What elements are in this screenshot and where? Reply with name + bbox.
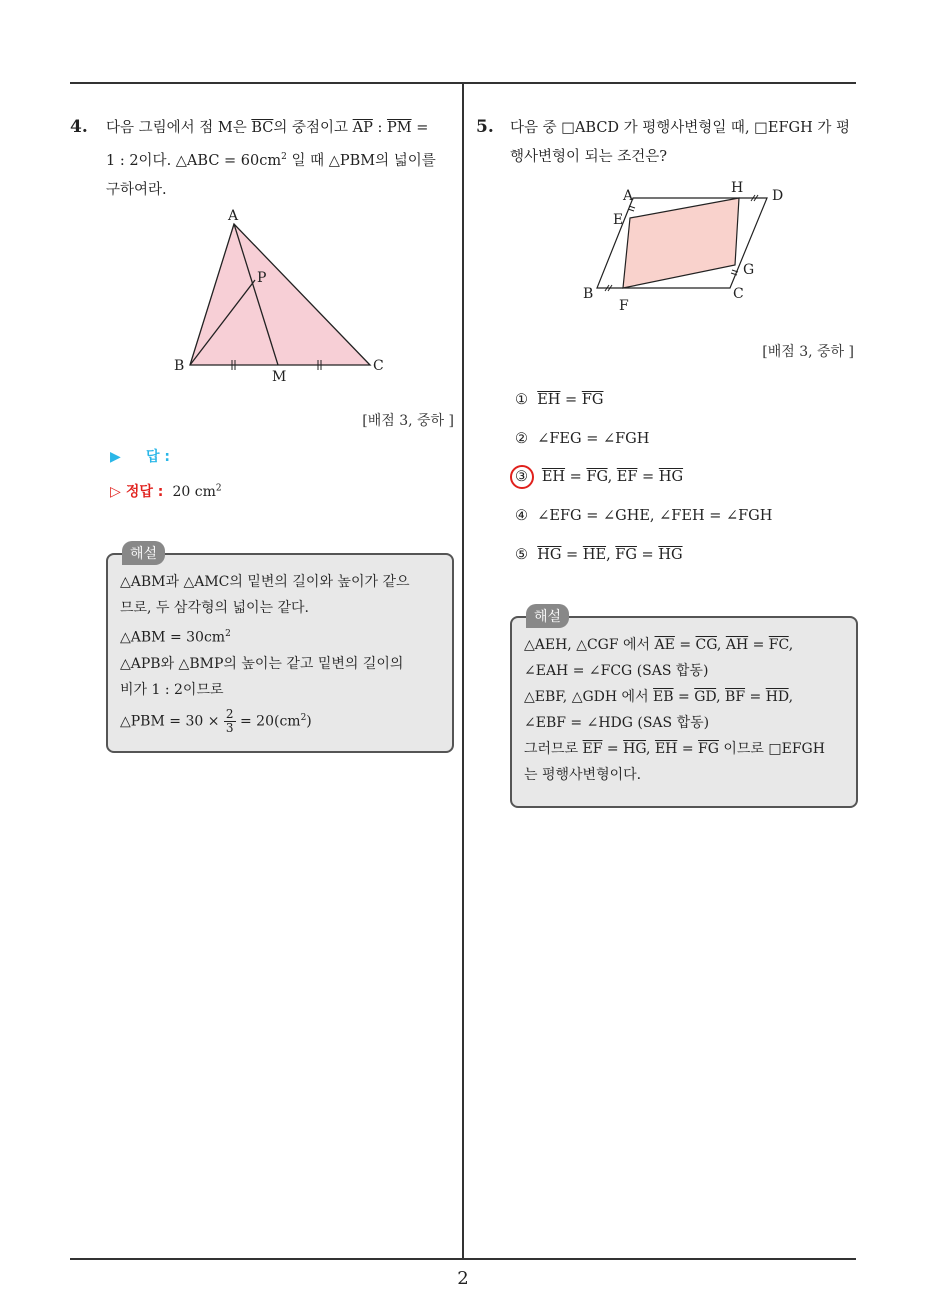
q4-explanation-box (106, 546, 454, 753)
explanation-text: △AEH, △CGF 에서 $\overline{AE} = \overline{CG}$, $\overline{AH} = \overline{FC}$, ∠EAH = ∠FCG (SAS 합동) △EBF, △GDH 에서 $\overline{EB} = \overline{GD}$, $\overline{BF} = \overline{HD}$, ∠EBF = ∠HDG (SAS 합동) 그러므로 $\overline{EF} = \overline{HG}$, $\overline{EH} = \overline{FG}$ 이므로 □EFGH 는 평행사변형이다. (524, 637, 825, 783)
option-3-mark: ③ (515, 469, 533, 485)
q5-score: [배점 3, 중하 ] (762, 344, 854, 360)
q4-line1: 다음 그림에서 점 M은 $\overline{BC}$의 중점이고 $\overline{AP}$ : $\overline{PM}$ = (106, 120, 429, 136)
label-h: H (731, 180, 744, 196)
option-5[interactable]: ⑤ $\overline{HG} = \overline{HE}$, $\overline{FG} = \overline{HG}$ (515, 547, 683, 563)
q4-line2: 1 : 2이다. △ABC = $60cm^2$ 일 때 △PBM의 넓이를 (106, 152, 436, 169)
label-c: C (373, 358, 384, 374)
option-1[interactable]: ① $\overline{EH} = \overline{FG}$ (515, 392, 604, 408)
answer-label: 답 : (146, 449, 170, 465)
column-divider (462, 83, 464, 1259)
triangle-abc (190, 224, 370, 365)
label-g: G (743, 262, 755, 278)
label-e: E (613, 212, 624, 228)
q5-parallelogram-figure (575, 178, 795, 313)
q5-explanation-box (510, 609, 858, 808)
q4-correct-row (110, 481, 222, 501)
q4-triangle-figure (170, 200, 400, 390)
q5-line1: 다음 중 □ABCD 가 평행사변형일 때, □EFGH 가 평 (510, 120, 850, 136)
label-a: A (228, 208, 239, 224)
explanation-tag: 해설 (526, 604, 569, 628)
label-a: A (623, 188, 634, 204)
selected-circle-icon (509, 464, 537, 492)
label-m: M (272, 369, 287, 385)
q4-score: [배점 3, 중하 ] (362, 413, 454, 429)
page-number: 2 (457, 1268, 469, 1289)
q5-text (510, 114, 860, 172)
label-c: C (733, 286, 744, 302)
label-b: B (174, 358, 185, 374)
label-d: D (772, 188, 784, 204)
parallelogram-efgh (623, 198, 739, 288)
answer-arrow-icon: ▶ (110, 449, 121, 465)
label-b: B (583, 286, 594, 302)
q5-number: 5. (476, 117, 494, 137)
q4-number: 4. (70, 117, 88, 137)
bottom-rule (70, 1258, 856, 1260)
option-2[interactable]: ② ∠FEG = ∠FGH (515, 431, 650, 447)
correct-label: 정답 : (125, 484, 164, 500)
q4-text (106, 114, 456, 205)
q4-answer-row (110, 446, 170, 465)
q5-line2: 행사변형이 되는 조건은? (510, 149, 668, 165)
label-f: F (619, 298, 629, 313)
correct-value: 20 $cm^2$ (172, 483, 222, 500)
option-3[interactable]: ③ $\overline{EH} = \overline{FG}$, $\overline{EF} = \overline{HG}$ (515, 469, 683, 485)
correct-arrow-icon: ▷ (110, 484, 121, 500)
explanation-text: △ABM과 △AMC의 밑변의 길이와 높이가 같으 므로, 두 삼각형의 넓이는 같다. △ABM = $30cm^2$ △APB와 △BMP의 높이는 같고 밑변의 길이의 비가 1 : 2이므로 △PBM = 30 × $\frac{2}{3}$ = $20(cm^2)$ (120, 574, 410, 735)
q4-line3: 구하여라. (106, 181, 167, 198)
label-p: P (257, 270, 267, 286)
option-4[interactable]: ④ ∠EFG = ∠GHE, ∠FEH = ∠FGH (515, 508, 773, 524)
explanation-tag: 해설 (122, 541, 165, 565)
